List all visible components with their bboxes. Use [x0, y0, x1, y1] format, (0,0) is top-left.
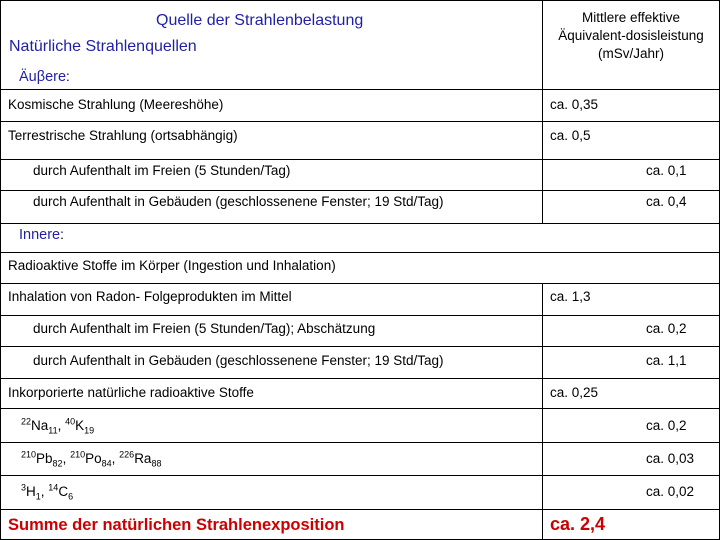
value-column-header-line: Äquivalent-dosisleistung: [558, 28, 704, 43]
row-label: durch Aufenthalt im Freien (5 Stunden/Tag); Abschätzung: [33, 321, 376, 336]
row-divider: [1, 346, 719, 347]
row-value: ca. 0,02: [646, 484, 695, 499]
isotope-mass: 14: [48, 482, 59, 493]
row-value: ca. 0,1: [646, 163, 687, 178]
row-label: Inkorporierte natürliche radioaktive Stoffe: [8, 385, 254, 400]
row-label: durch Aufenthalt in Gebäuden (geschlossenene Fenster; 19 Std/Tag): [33, 353, 444, 368]
row-label: Kosmische Strahlung (Meereshöhe): [8, 97, 224, 112]
row-label: Terrestrische Strahlung (ortsabhängig): [8, 128, 238, 143]
row-label: Radioaktive Stoffe im Körper (Ingestion und Inhalation): [8, 258, 336, 273]
row-value: ca. 0,35: [550, 97, 599, 112]
page-subtitle: Natürliche Strahlenquellen: [9, 38, 197, 55]
isotope-z: 88: [151, 458, 162, 469]
isotope-z: 1: [35, 491, 41, 502]
row-divider: [1, 475, 719, 476]
isotope-mass: 40: [65, 416, 76, 427]
row-divider: [1, 89, 719, 90]
row-divider: [1, 378, 719, 379]
isotope-z: 82: [52, 458, 63, 469]
section-outer-heading: Äuβere:: [19, 69, 70, 85]
page-title: Quelle der Strahlenbelastung: [156, 12, 364, 29]
isotope-mass: 210: [21, 449, 37, 460]
row-divider: [1, 509, 719, 510]
sum-label: Summe der natürlichen Strahlenexposition: [8, 516, 345, 534]
isotope-mass: 210: [70, 449, 86, 460]
isotope-z: 6: [68, 491, 74, 502]
row-label: Inhalation von Radon- Folgeprodukten im Mittel: [8, 289, 292, 304]
value-column-header: [543, 9, 719, 63]
section-inner-label: Innere: [19, 227, 61, 243]
isotope-symbol: Na: [31, 418, 49, 433]
row-divider: [1, 159, 719, 160]
isotope-symbol: Ra: [134, 451, 152, 466]
row-divider: [1, 408, 719, 409]
row-value: ca. 0,4: [646, 194, 687, 209]
row-divider: [1, 442, 719, 443]
row-value: ca. 1,3: [550, 289, 591, 304]
column-divider: [542, 283, 543, 539]
row-label: durch Aufenthalt im Freien (5 Stunden/Tag): [33, 163, 291, 178]
column-divider: [542, 159, 543, 223]
row-divider: [1, 283, 719, 284]
row-value: ca. 0,5: [550, 128, 591, 143]
isotope-z: 84: [101, 458, 112, 469]
row-divider: [1, 315, 719, 316]
isotope-symbol: K: [75, 418, 85, 433]
isotope-symbol: C: [58, 484, 69, 499]
isotope-mass: 22: [21, 416, 32, 427]
isotope-z: 19: [84, 425, 95, 436]
isotope-mass: 3: [21, 482, 27, 493]
isotope-symbol: H: [26, 484, 36, 499]
isotope-formula: $^{210}Pb_{82}$, $^{210}Po_{84}$, $^{226}Ra_{88}$: [21, 449, 162, 469]
sum-value: ca. 2,4: [550, 514, 606, 534]
isotope-formula: $^{22}Na_{11}$, $^{40}K_{19}$: [21, 416, 95, 436]
section-outer-label: Äuβere: [19, 69, 67, 85]
value-column-header-line: Mittlere effektive: [581, 10, 681, 25]
row-label: durch Aufenthalt in Gebäuden (geschlossenene Fenster; 19 Std/Tag): [33, 194, 444, 209]
isotope-symbol: Pb: [36, 451, 53, 466]
row-value: ca. 0,03: [646, 451, 695, 466]
row-value: ca. 0,2: [646, 418, 687, 433]
isotope-z: 11: [48, 425, 58, 436]
row-value: ca. 0,2: [646, 321, 687, 336]
row-divider: [1, 223, 719, 224]
section-inner-heading: Innere:: [19, 227, 64, 243]
isotope-mass: 226: [119, 449, 135, 460]
value-column-header-line: (mSv/Jahr): [597, 46, 664, 61]
isotope-formula: $^3H_1$, $^{14}C_6$: [21, 482, 74, 502]
row-value: ca. 1,1: [646, 353, 687, 368]
isotope-symbol: Po: [85, 451, 102, 466]
row-divider: [1, 121, 719, 122]
row-divider: [1, 190, 719, 191]
row-value: ca. 0,25: [550, 385, 599, 400]
row-divider: [1, 252, 719, 253]
